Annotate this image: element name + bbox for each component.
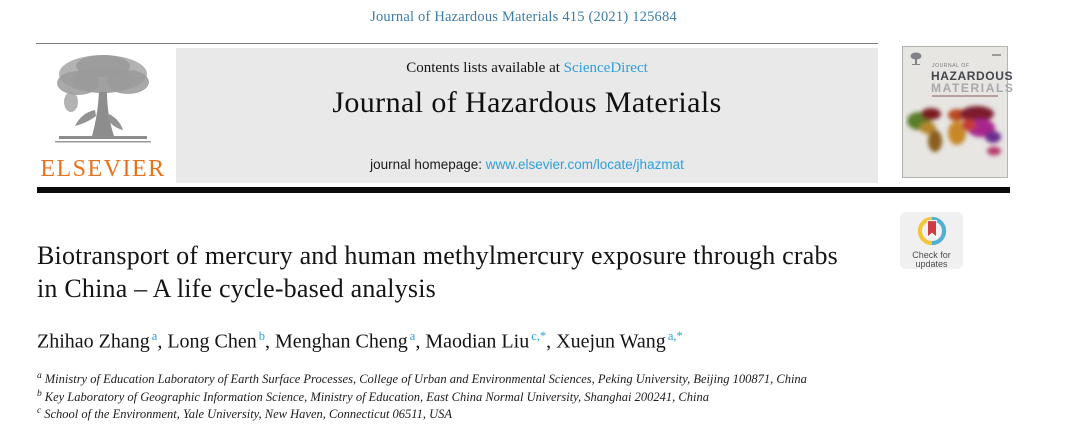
author-name: Long Chen: [167, 330, 257, 353]
author-affiliation-sup: a,*: [667, 329, 683, 343]
affiliation-text: Ministry of Education Laboratory of Earth Surface Processes, College of Urban and Environmental Sciences, Peking University, Beijing 100871, China: [44, 372, 807, 387]
author-affiliation-sup: c,*: [531, 329, 547, 343]
affiliation-line: [37, 387, 807, 405]
cover-title-materials: MATERIALS: [931, 81, 1015, 95]
author-name: Maodian Liu: [425, 330, 530, 353]
affiliation-text: Key Laboratory of Geographic Information Science, Ministry of Education, East China Normal University, Shanghai 200241, China: [44, 389, 709, 404]
author-name: Xuejun Wang: [556, 330, 666, 353]
journal-name: Journal of Hazardous Materials: [332, 86, 722, 119]
masthead-band: [176, 48, 878, 183]
affiliation-sup: b: [37, 388, 42, 399]
affiliation-sup: a: [37, 371, 42, 381]
author-name: Zhihao Zhang: [37, 330, 150, 353]
author-list: Zhihao Zhang $^a$, Long Chen $^b$, Menghan Cheng $^a$, Maodian Liu $^{c,*}$, Xuejun Wang $^{a,*}$: [37, 329, 683, 353]
article-title-line2: in China – A life cycle-based analysis: [37, 274, 436, 303]
article-title: [37, 239, 937, 305]
elsevier-wordmark: ELSEVIER: [40, 156, 166, 182]
cover-title-hazardous: HAZARDOUS: [931, 69, 1014, 83]
affiliation-line: [37, 369, 807, 387]
affiliation-text: School of the Environment, Yale University, New Haven, Connecticut 06511, USA: [44, 407, 453, 422]
author-affiliation-sup: b: [258, 329, 265, 343]
elsevier-logo: [37, 50, 169, 183]
cover-volume-mark: [992, 54, 1001, 56]
sciencedirect-link[interactable]: ScienceDirect: [563, 60, 648, 76]
contents-prefix: Contents lists available at: [406, 60, 564, 76]
elsevier-tree-icon: [37, 50, 169, 150]
cover-elsevier-tree-icon: [910, 52, 922, 71]
masthead-bottom-rule: [37, 187, 1010, 193]
article-title-line1: Biotransport of mercury and human methylmercury exposure through crabs: [37, 241, 838, 270]
crossmark-label-line1: Check for: [912, 250, 951, 260]
affiliation-list: [37, 369, 807, 422]
affiliation-sup: c: [37, 406, 42, 417]
cover-journal-of: JOURNAL OF: [932, 63, 970, 69]
homepage-link[interactable]: www.elsevier.com/locate/jhazmat: [485, 157, 684, 172]
journal-citation: Journal of Hazardous Materials 415 (2021) 125684: [370, 9, 677, 25]
contents-line: [176, 60, 878, 77]
author-affiliation-sup: a: [409, 329, 416, 343]
affiliation-line: [37, 404, 807, 422]
journal-cover-thumbnail: [902, 46, 1015, 178]
homepage-prefix: journal homepage:: [370, 157, 486, 172]
masthead-top-rule: [36, 43, 878, 44]
cover-subtitle-bar: [932, 95, 998, 97]
author-name: Menghan Cheng: [275, 330, 408, 353]
crossmark-label-line2: updates: [915, 259, 948, 269]
author-affiliation-sup: a: [151, 329, 158, 343]
homepage-line: [176, 157, 878, 172]
